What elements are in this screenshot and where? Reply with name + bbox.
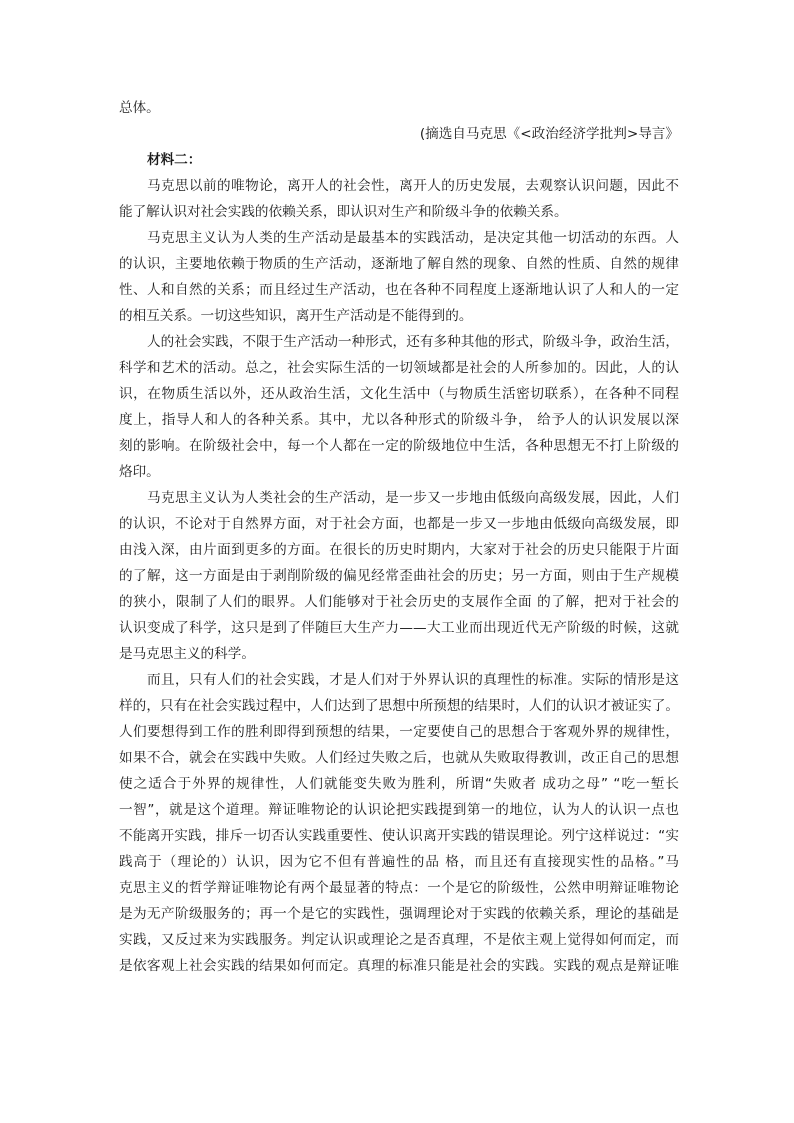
text-line: 是为无产阶级服务的；再一个是它的实践性，强调理论对于实践的依赖关系，理论的基础是 (119, 906, 679, 922)
text-line: 的认识，主要地依赖于物质的生产活动，逐渐地了解自然的现象、自然的性质、自然的规律 (119, 256, 679, 272)
text-line: 的认识，不论对于自然界方面，对于社会方面，也都是一步又一步地由低级向高级发展，即 (119, 516, 679, 532)
text-line: 人们要想得到工作的胜利即得到预想的结果，一定要使自己的思想合于客观外界的规律性， (119, 724, 679, 740)
text-line: 是依客观上社会实践的结果如何而定。真理的标准只能是社会的实践。实践的观点是辩证唯 (119, 958, 679, 974)
text-line: 能了解认识对社会实践的依赖关系，即认识对生产和阶级斗争的依赖关系。 (119, 204, 568, 220)
text-line: 刻的影响。在阶级社会中，每一个人都在一定的阶级地位中生活，各种思想无不打上阶级的 (119, 438, 679, 454)
text-line: 马克思以前的唯物论，离开人的社会性，离开人的历史发展，去观察认识问题，因此不 (147, 178, 679, 194)
text-line: 度上，指导人和人的各种关系。其中，尤以各种形式的阶级斗争， 给予人的认识发展以深 (119, 412, 679, 428)
text-line: 烙印。 (119, 464, 160, 480)
text-line: 认识变成了科学，这只是到了伴随巨大生产力——大工业而出现近代无产阶级的时候，这就 (119, 620, 679, 636)
text-line: 样的，只有在社会实践过程中，人们达到了思想中所预想的结果时，人们的认识才被证实了。 (119, 698, 679, 714)
text-line: 克思主义的哲学辩证唯物论有两个最显著的特点：一个是它的阶级性，公然申明辩证唯物论 (119, 880, 679, 896)
paragraph-3 (119, 329, 679, 485)
text-line: 马克思主义认为人类社会的生产活动，是一步又一步地由低级向高级发展，因此，人们 (147, 490, 679, 506)
text-line: 实践，又反过来为实践服务。判定认识或理论之是否真理，不是依主观上觉得如何而定，而 (119, 932, 679, 948)
opening-line: 总体。 (119, 100, 160, 116)
text-line: 识，在物质生活以外，还从政治生活，文化生活中（与物质生活密切联系），在各种不同程 (119, 386, 679, 402)
text-line: 一智”，就是这个道理。辩证唯物论的认识论把实践提到第一的地位，认为人的认识一点也 (119, 802, 679, 818)
text-line: 性、人和自然的关系；而且经过生产活动，也在各种不同程度上逐渐地认识了人和人的一定 (119, 282, 679, 298)
paragraph-1 (119, 173, 679, 225)
text-line: 而且，只有人们的社会实践，才是人们对于外界认识的真理性的标准。实际的情形是这 (147, 672, 679, 688)
text-line: 使之适合于外界的规律性，人们就能变失败为胜利，所谓“失败者 成功之母” “吃一堑长 (119, 776, 679, 792)
text-line: 是马克思主义的科学。 (119, 646, 255, 662)
citation: (摘选自马克思《<政治经济学批判>导言》 (419, 126, 679, 142)
paragraph-4 (119, 485, 679, 667)
text-line: 马克思主义认为人类的生产活动是最基本的实践活动，是决定其他一切活动的东西。人 (147, 230, 679, 246)
section-heading: 材料二： (147, 152, 202, 168)
text-line: 不能离开实践，排斥一切否认实践重要性、使认识离开实践的错误理论。列宁这样说过：“实 (119, 828, 679, 844)
text-line: 科学和艺术的活动。总之，社会实际生活的一切领域都是社会的人所参加的。因此，人的认 (119, 360, 679, 376)
text-line: 的了解，这一方面是由于剥削阶级的偏见经常歪曲社会的历史；另一方面，则由于生产规模 (119, 568, 679, 584)
text-line: 的相互关系。一切这些知识，离开生产活动是不能得到的。 (119, 308, 473, 324)
text-line: 人的社会实践，不限于生产活动一种形式，还有多种其他的形式，阶级斗争，政治生活， (147, 334, 679, 350)
text-line: 如果不合，就会在实践中失败。人们经过失败之后，也就从失败取得教训，改正自己的思想 (119, 750, 679, 766)
text-line: 由浅入深，由片面到更多的方面。在很长的历史时期内，大家对于社会的历史只能限于片面 (119, 542, 679, 558)
text-line: 的狭小，限制了人们的眼界。人们能够对于社会历史的支展作全面 的了解，把对于社会的 (119, 594, 679, 610)
paragraph-5 (119, 667, 679, 979)
paragraph-2 (119, 225, 679, 329)
text-line: 践高于（理论的）认识，因为它不但有普遍性的品 格，而且还有直接现实性的品格。”马 (119, 854, 679, 870)
document-page (119, 95, 679, 979)
